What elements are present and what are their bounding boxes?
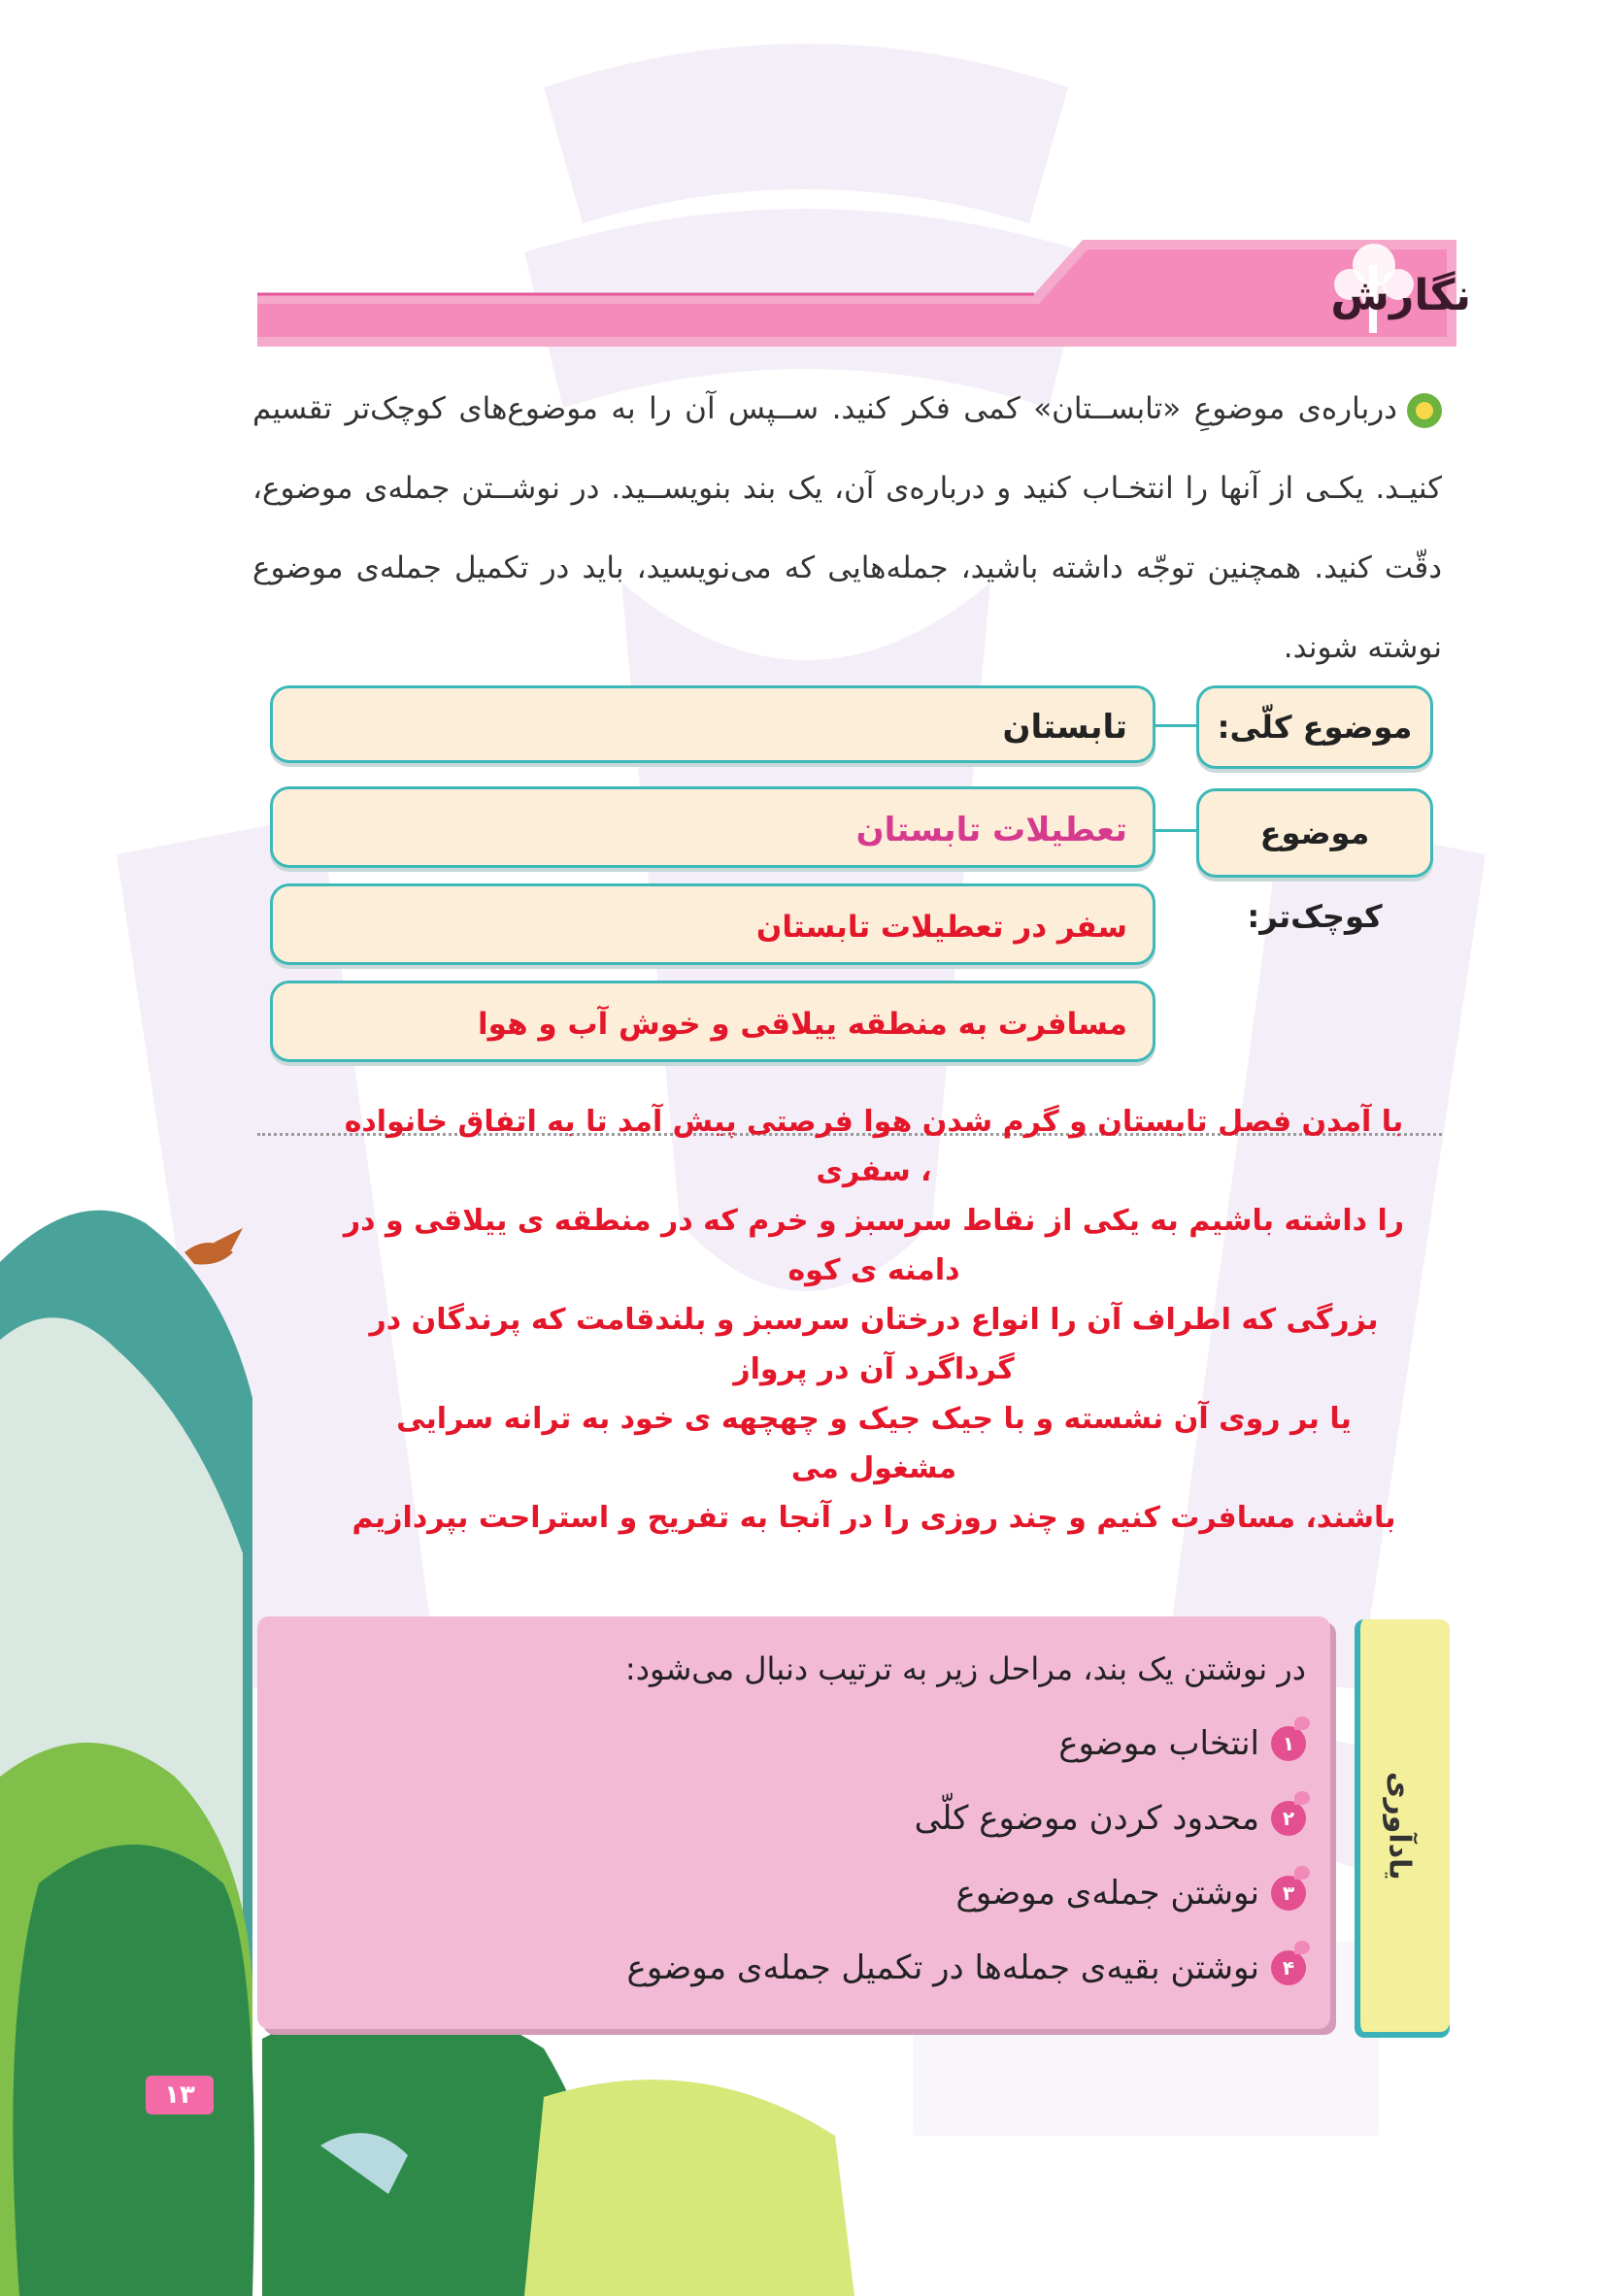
answer-line-3: بزرگی که اطراف آن را انواع درختان سرسبز و بلندقامت که پرندگان در گرداگرد آن در پرواز (369, 1303, 1379, 1386)
section-title: نگارش (1330, 271, 1471, 320)
step-text: نوشتن جمله‌ی موضوع (955, 1874, 1259, 1913)
smaller-topic-connector (1155, 829, 1196, 832)
answer-line-5: باشند، مسافرت کنیم و چند روزی را در آنجا به تفریح و استراحت بپردازیم (352, 1501, 1396, 1535)
general-topic-label: موضوع کلّی: (1196, 685, 1433, 769)
step-number-badge: ۴ (1271, 1950, 1306, 1985)
reminder-step-4 (335, 1941, 1306, 1995)
reminder-step-2 (335, 1791, 1306, 1846)
general-topic-field: تابستان (270, 685, 1155, 763)
instruction-paragraph (252, 369, 1442, 687)
answer-line-1: با آمدن فصل تابستان و گرم شدن هوا فرصتی پیش آمد تا به اتفاق خانواده ، سفری (344, 1105, 1404, 1188)
answer-line-4: یا بر روی آن نشسته و با جیک جیک و چهچهه ی خود به ترانه سرایی مشغول می (396, 1402, 1352, 1485)
answer-line-2: را داشته باشیم به یکی از نقاط سرسبز و خرم که در منطقه ی ییلاقی و در دامنه ی کوه (343, 1204, 1405, 1287)
reminder-step-1 (335, 1716, 1306, 1771)
general-topic-connector (1155, 724, 1196, 727)
reminder-label: یادآوری (1382, 1771, 1417, 1880)
answer-paragraph (340, 1097, 1408, 1543)
flower-bullet-icon (1407, 393, 1442, 428)
step-text: انتخاب موضوع (1058, 1724, 1259, 1763)
reminder-intro: در نوشتن یک بند، مراحل زیر به ترتیب دنبال می‌شود: (624, 1650, 1306, 1687)
instruction-text: درباره‌ی موضوعِ «تابســتان» کمی فکر کنید. ســپس آن را به موضوع‌های کوچک‌تر تقسیم کنیـد. یکـی از آنها را انتخـاب کنید و درباره‌ی آن، یک بند بنویســید. در نوشــتن جمله‌ی موضوع، دقّت کنید. همچنین توجّه داشته باشید، جمله‌هایی که می‌نویسید، باید در تکمیل جمله‌ی موضوع نوشته شوند. (252, 391, 1442, 665)
step-number-badge: ۳ (1271, 1876, 1306, 1911)
page-number: ۱۳ (146, 2076, 214, 2114)
step-text: محدود کردن موضوع کلّی (914, 1799, 1259, 1838)
step-number-badge: ۱ (1271, 1726, 1306, 1761)
smaller-topic-field: تعطیلات تابستان (270, 786, 1155, 868)
reminder-step-3 (335, 1866, 1306, 1920)
smaller-topic-label: موضوع کوچک‌تر: (1196, 788, 1433, 878)
sub-topic-field-2: مسافرت به منطقه ییلاقی و خوش آب و هوا (270, 981, 1155, 1062)
step-text: نوشتن بقیه‌ی جمله‌ها در تکمیل جمله‌ی موضوع (626, 1948, 1259, 1987)
step-number-badge: ۲ (1271, 1801, 1306, 1836)
sub-topic-field-1: سفر در تعطیلات تابستان (270, 883, 1155, 965)
